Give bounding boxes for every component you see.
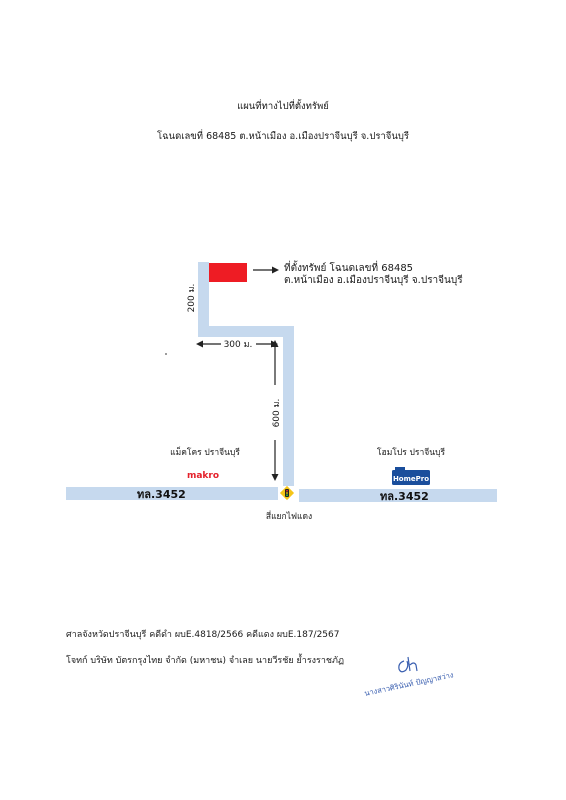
map-subtitle: โฉนดเลขที่ 68485 ต.หน้าเมือง อ.เมืองปราจีนบุรี จ.ปราจีนบุรี xyxy=(157,131,409,142)
property-label-line1: ที่ตั้งทรัพย์ โฉนดเลขที่ 68485 xyxy=(284,263,414,274)
road-label-right: ทล.3452 xyxy=(380,490,429,503)
parties-line: โจทก์ บริษัท บัตรกรุงไทย จำกัด (มหาชน) จำเลย นายวีรชัย ย้ำรงราชภัฏ xyxy=(66,656,345,666)
homepro-logo-roof xyxy=(395,467,405,472)
signature-scribble xyxy=(399,657,417,672)
road-vertical-main xyxy=(283,326,294,486)
road-horizontal-branch xyxy=(198,326,294,337)
court-case-line: ศาลจังหวัดปราจีนบุรี คดีดำ ผบE.4818/2566 คดีแดง ผบE.187/2567 xyxy=(66,630,340,640)
traffic-light-icon xyxy=(280,486,294,500)
map-speck xyxy=(165,353,167,355)
distance-600-label: 600 ม. xyxy=(272,398,282,428)
road-vertical-branch xyxy=(198,262,209,337)
property-marker xyxy=(209,263,247,282)
intersection-label: สี่แยกไฟแดง xyxy=(265,512,313,522)
distance-300-label: 300 ม. xyxy=(223,340,253,350)
makro-logo: makro xyxy=(186,471,220,481)
distance-600-arrowhead-down xyxy=(272,474,279,481)
road-label-left: ทล.3452 xyxy=(137,488,186,501)
signature-name: นางสาวศิรินันท์ ปัญญาสว่าง xyxy=(363,670,455,698)
homepro-logo-text: HomePro xyxy=(392,475,430,483)
makro-name: แม็คโคร ปราจีนบุรี xyxy=(170,448,240,458)
distance-300-arrowhead-left xyxy=(196,341,203,348)
distance-200-label: 200 ม. xyxy=(187,283,197,313)
map-title: แผนที่ทางไปที่ตั้งทรัพย์ xyxy=(237,101,329,112)
property-label-line2: ต.หน้าเมือง อ.เมืองปราจีนบุรี จ.ปราจีนบุรี xyxy=(284,275,463,286)
property-pointer-arrowhead xyxy=(272,267,279,274)
homepro-name: โฮมโปร ปราจีนบุรี xyxy=(376,448,446,458)
